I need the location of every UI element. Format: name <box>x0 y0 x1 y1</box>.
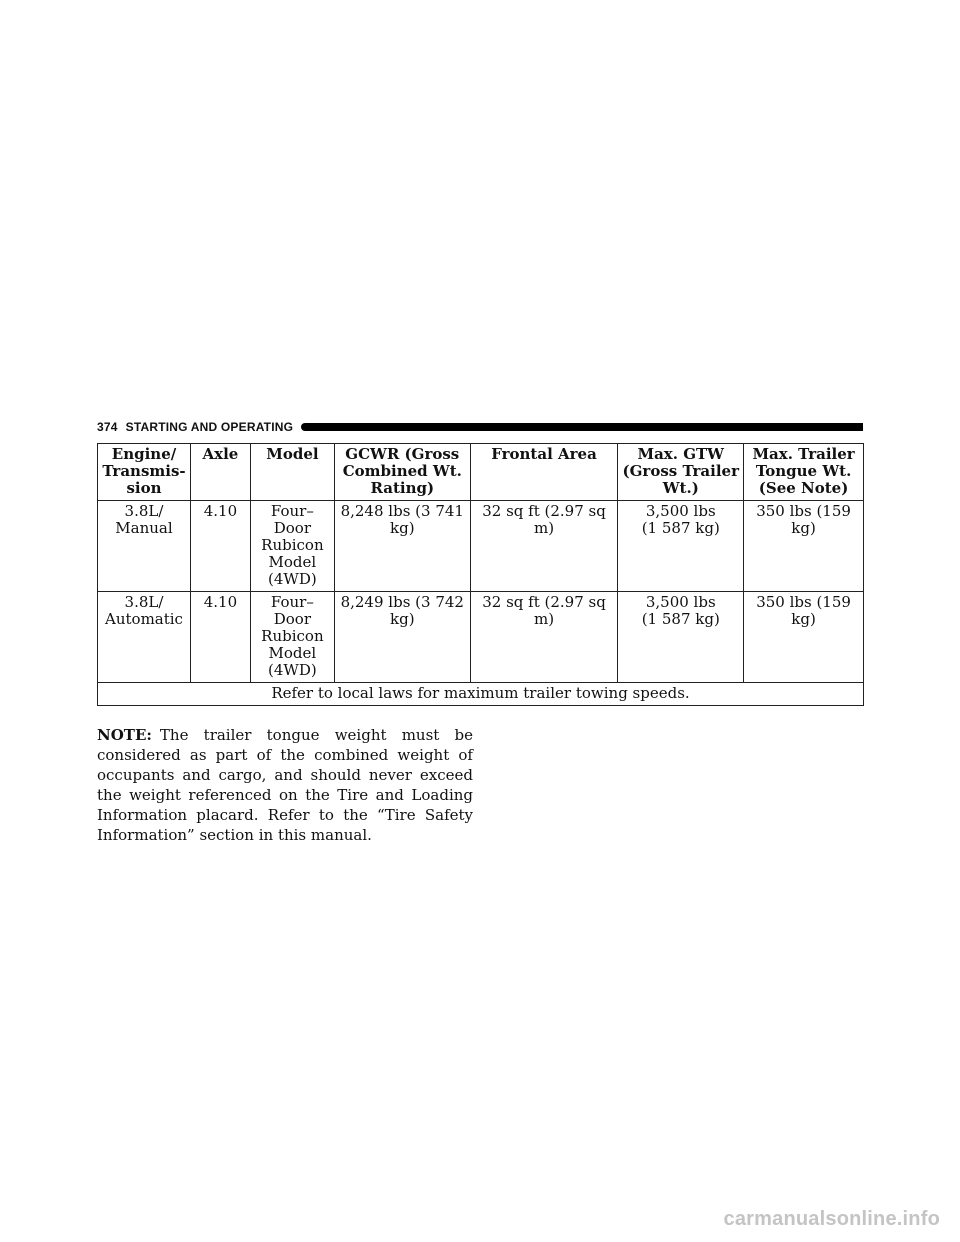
note-text: The trailer tongue weight must be considered as part of the combined weight of occupants and cargo, and should never exceed the weight referenced on the Tire and Loading Information placard. Refer to the “Tire Safety Information” section in this manual. <box>97 726 473 844</box>
table-cell: 3.8L/ Automatic <box>98 592 191 683</box>
table-cell: 4.10 <box>190 501 250 592</box>
column-header-tongue-wt: Max. Trailer Tongue Wt. (See Note) <box>744 444 864 501</box>
table-cell: Four– Door Rubicon Model (4WD) <box>250 501 334 592</box>
table-cell: 32 sq ft (2.97 sq m) <box>470 592 618 683</box>
note-label: NOTE: <box>97 726 152 744</box>
table-cell: 8,249 lbs (3 742 kg) <box>334 592 470 683</box>
table-cell: 3,500 lbs (1 587 kg) <box>618 592 744 683</box>
header-rule <box>301 423 863 431</box>
column-header-max-gtw: Max. GTW (Gross Trailer Wt.) <box>618 444 744 501</box>
note-paragraph <box>97 725 473 845</box>
column-header-gcwr: GCWR (Gross Combined Wt. Rating) <box>334 444 470 501</box>
column-header-model: Model <box>250 444 334 501</box>
table-row <box>98 501 864 592</box>
towing-spec-table <box>97 443 864 706</box>
table-cell: 8,248 lbs (3 741 kg) <box>334 501 470 592</box>
page-number: 374 <box>97 420 118 434</box>
table-cell: 3,500 lbs (1 587 kg) <box>618 501 744 592</box>
table-footer-row <box>98 683 864 706</box>
table-cell: Four– Door Rubicon Model (4WD) <box>250 592 334 683</box>
watermark-text: carmanualsonline.info <box>723 1208 940 1230</box>
table-header-row <box>98 444 864 501</box>
table-cell: 4.10 <box>190 592 250 683</box>
table-cell: 350 lbs (159 kg) <box>744 592 864 683</box>
table-row <box>98 592 864 683</box>
table-cell: 350 lbs (159 kg) <box>744 501 864 592</box>
column-header-frontal-area: Frontal Area <box>470 444 618 501</box>
page-header <box>97 419 863 435</box>
table-cell: 3.8L/ Manual <box>98 501 191 592</box>
table-footer-note: Refer to local laws for maximum trailer towing speeds. <box>98 683 864 706</box>
section-title: STARTING AND OPERATING <box>125 420 294 434</box>
column-header-axle: Axle <box>190 444 250 501</box>
column-header-engine: Engine/ Transmis- sion <box>98 444 191 501</box>
table-cell: 32 sq ft (2.97 sq m) <box>470 501 618 592</box>
